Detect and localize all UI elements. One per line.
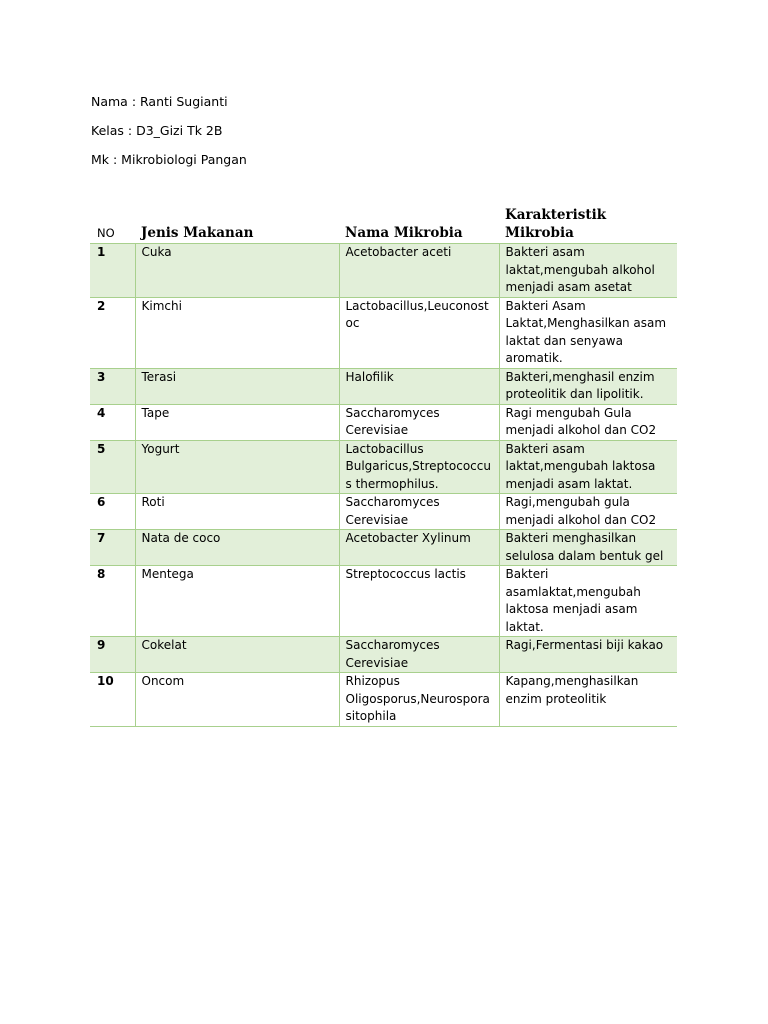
cell-no: 4 [90,404,135,440]
student-class: Kelas : D3_Gizi Tk 2B [91,123,223,138]
microbe-table [90,207,677,727]
table-row [90,673,677,727]
cell-jenis-makanan: Kimchi [135,297,339,368]
table-row [90,244,677,298]
table-row [90,440,677,494]
cell-jenis-makanan: Cokelat [135,637,339,673]
cell-nama-mikrobia: Saccharomyces Cerevisiae [339,404,499,440]
cell-nama-mikrobia: Lactobacillus Bulgaricus,Streptococcus thermophilus. [339,440,499,494]
cell-no: 3 [90,368,135,404]
cell-jenis-makanan: Tape [135,404,339,440]
cell-no: 6 [90,494,135,530]
cell-karakteristik: Ragi mengubah Gula menjadi alkohol dan CO2 [499,404,677,440]
cell-no: 7 [90,530,135,566]
cell-karakteristik: Bakteri asam laktat,mengubah laktosa menjadi asam laktat. [499,440,677,494]
cell-karakteristik: Bakteri menghasilkan selulosa dalam bentuk gel [499,530,677,566]
cell-karakteristik: Bakteri Asam Laktat,Menghasilkan asam laktat dan senyawa aromatik. [499,297,677,368]
cell-karakteristik: Kapang,menghasilkan enzim proteolitik [499,673,677,727]
cell-karakteristik: Ragi,mengubah gula menjadi alkohol dan CO2 [499,494,677,530]
cell-jenis-makanan: Nata de coco [135,530,339,566]
cell-nama-mikrobia: Saccharomyces Cerevisiae [339,637,499,673]
cell-karakteristik: Ragi,Fermentasi biji kakao [499,637,677,673]
student-name: Nama : Ranti Sugianti [91,94,228,109]
cell-jenis-makanan: Cuka [135,244,339,298]
cell-nama-mikrobia: Saccharomyces Cerevisiae [339,494,499,530]
column-header-nama-mikrobia: Nama Mikrobia [339,207,499,244]
cell-nama-mikrobia: Streptococcus lactis [339,566,499,637]
course-name: Mk : Mikrobiologi Pangan [91,152,247,167]
column-header-no: NO [90,207,135,244]
cell-nama-mikrobia: Acetobacter aceti [339,244,499,298]
cell-no: 9 [90,637,135,673]
cell-no: 5 [90,440,135,494]
table-row [90,637,677,673]
cell-jenis-makanan: Yogurt [135,440,339,494]
cell-karakteristik: Bakteri,menghasil enzim proteolitik dan lipolitik. [499,368,677,404]
cell-no: 1 [90,244,135,298]
cell-jenis-makanan: Oncom [135,673,339,727]
cell-jenis-makanan: Mentega [135,566,339,637]
cell-no: 10 [90,673,135,727]
table-row [90,368,677,404]
cell-nama-mikrobia: Halofilik [339,368,499,404]
cell-no: 8 [90,566,135,637]
column-header-karakteristik: Karakteristik Mikrobia [499,207,677,244]
table-header-row [90,207,677,244]
cell-jenis-makanan: Terasi [135,368,339,404]
table-row [90,566,677,637]
table-row [90,404,677,440]
cell-no: 2 [90,297,135,368]
cell-karakteristik: Bakteri asam laktat,mengubah alkohol menjadi asam asetat [499,244,677,298]
table-row [90,530,677,566]
cell-karakteristik: Bakteri asamlaktat,mengubah laktosa menjadi asam laktat. [499,566,677,637]
column-header-jenis-makanan: Jenis Makanan [135,207,339,244]
cell-nama-mikrobia: Rhizopus Oligosporus,Neurospora sitophila [339,673,499,727]
table-row [90,494,677,530]
cell-nama-mikrobia: Acetobacter Xylinum [339,530,499,566]
cell-nama-mikrobia: Lactobacillus,Leuconostoc [339,297,499,368]
table-row [90,297,677,368]
cell-jenis-makanan: Roti [135,494,339,530]
